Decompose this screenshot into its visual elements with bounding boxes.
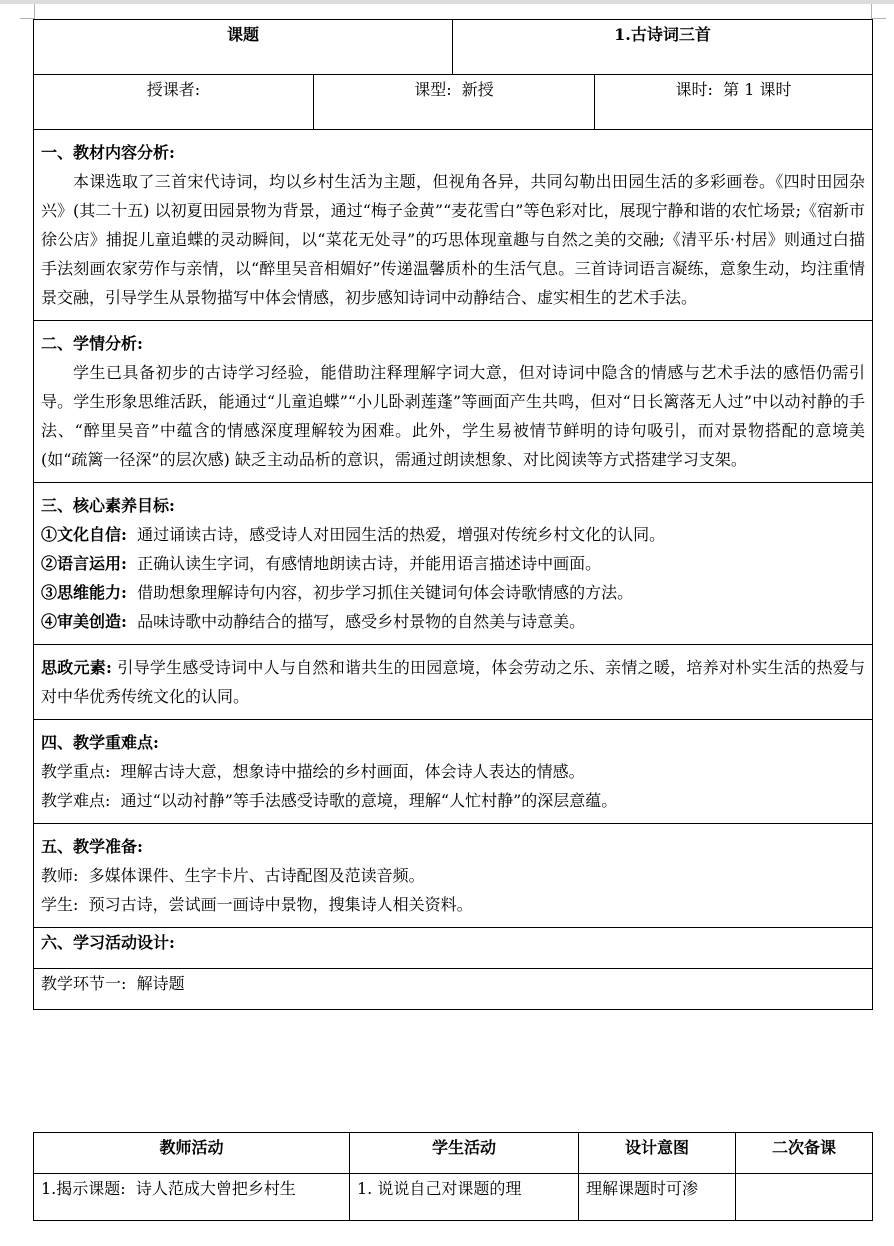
goal-label: ①文化自信: <box>41 525 127 544</box>
student-prep: 学生: 预习古诗，尝试画一画诗中景物，搜集诗人相关资料。 <box>41 895 473 914</box>
section-key-difficult <box>34 720 873 824</box>
key-point: 教学重点: 理解古诗大意，想象诗中描绘的乡村画面，体会诗人表达的情感。 <box>41 762 585 781</box>
title-label-cell <box>34 20 453 75</box>
teacher-label: 授课者: <box>146 80 201 99</box>
teacher-cell <box>34 75 314 130</box>
lesson-period: 课时: 第 1 课时 <box>675 80 792 99</box>
teaching-link-cell <box>34 969 873 1010</box>
header-second-prep: 二次备课 <box>736 1133 873 1174</box>
teacher-prep: 教师: 多媒体课件、生字卡片、古诗配图及范读音频。 <box>41 866 425 885</box>
section-learner-analysis <box>34 321 873 483</box>
cell-student-activity: 1. 说说自己对课题的理 <box>350 1174 579 1221</box>
section5-heading: 五、教学准备: <box>41 837 143 856</box>
teaching-link: 教学环节一: 解诗题 <box>41 974 185 993</box>
cell-design-intent: 理解课题时可渗 <box>579 1174 736 1221</box>
section2-text: 学生已具备初步的古诗学习经验，能借助注释理解字词大意，但对诗词中隐含的情感与艺术手法的感悟仍需引导。学生形象思维活跃，能通过“儿童追蝶”“小儿卧剥莲蓬”等画面产生共鸣，但对“日长篱落无人过”中以动衬静的手法、“醉里吴音”中蕴含的情感深度理解较为困难。此外，学生易被情节鲜明的诗句吸引，而对景物搭配的意境美 (如“疏篱一径深”的层次感) 缺乏主动品析的意识，需通过朗读想象、对比阅读等方式搭建学习支架。 <box>41 363 866 469</box>
section-preparation <box>34 824 873 928</box>
section-activity-design <box>34 928 873 969</box>
goal-item <box>41 578 865 607</box>
section3-heading: 三、核心素养目标: <box>41 496 175 515</box>
goal-label: ④审美创造: <box>41 612 127 631</box>
section1-text: 本课选取了三首宋代诗词，均以乡村生活为主题，但视角各异，共同勾勒出田园生活的多彩画卷。《四时田园杂兴》(其二十五) 以初夏田园景物为背景，通过“梅子金黄”“麦花雪白”等色彩对比，展现宁静和谐的农忙场景;《宿新市徐公店》捕捉儿童追蝶的灵动瞬间，以“菜花无处寻”的巧思体现童趣与自然之美的交融;《清平乐·村居》则通过白描手法刻画农家劳作与亲情，以“醉里吴音相媚好”传递温馨质朴的生活气息。三首诗词语言凝练，意象生动，均注重情景交融，引导学生从景物描写中体会情感，初步感知诗词中动静结合、虚实相生的艺术手法。 <box>41 172 866 307</box>
header-design-intent: 设计意图 <box>579 1133 736 1174</box>
window-top-bar <box>0 0 894 4</box>
title-label: 课题 <box>226 25 259 44</box>
goal-item <box>41 549 865 578</box>
header-student-activity: 学生活动 <box>350 1133 579 1174</box>
lesson-type: 课型: 新授 <box>414 80 494 99</box>
section4-heading: 四、教学重难点: <box>41 733 159 752</box>
section2-heading: 二、学情分析: <box>41 334 143 353</box>
ideology-text: 引导学生感受诗词中人与自然和谐共生的田园意境，体会劳动之乐、亲情之暖，培养对朴实生活的热爱与对中华优秀传统文化的认同。 <box>41 658 865 706</box>
activity-table <box>33 1132 873 1221</box>
goal-label: ③思维能力: <box>41 583 127 602</box>
header-teacher-activity: 教师活动 <box>34 1133 350 1174</box>
section6-heading: 六、学习活动设计: <box>41 933 175 952</box>
goal-item <box>41 520 865 549</box>
goal-text: 通过诵读古诗，感受诗人对田园生活的热爱，增强对传统乡村文化的认同。 <box>137 525 666 544</box>
section1-heading: 一、教材内容分析: <box>41 143 175 162</box>
goal-item <box>41 607 865 636</box>
cell-second-prep <box>736 1174 873 1221</box>
lesson-plan-table <box>33 19 873 1010</box>
lesson-type-cell <box>314 75 595 130</box>
difficult-point: 教学难点: 通过“以动衬静”等手法感受诗歌的意境，理解“人忙村静”的深层意蕴。 <box>41 791 618 810</box>
cell-teacher-activity: 1.揭示课题: 诗人范成大曾把乡村生 <box>34 1174 350 1221</box>
page-margin-mark-right <box>871 4 886 19</box>
ideology-label: 思政元素: <box>41 658 112 677</box>
goal-text: 正确认读生字词，有感情地朗读古诗，并能用语言描述诗中画面。 <box>137 554 602 573</box>
title-value: 1.古诗词三首 <box>614 25 711 44</box>
section-textbook-analysis <box>34 130 873 321</box>
goal-text: 品味诗歌中动静结合的描写，感受乡村景物的自然美与诗意美。 <box>137 612 586 631</box>
section-ideology <box>34 645 873 720</box>
page-margin-mark-left <box>20 4 35 19</box>
lesson-period-cell <box>595 75 873 130</box>
section-core-goals <box>34 483 873 645</box>
goal-label: ②语言运用: <box>41 554 127 573</box>
title-value-cell <box>453 20 873 75</box>
goal-text: 借助想象理解诗句内容，初步学习抓住关键词句体会诗歌情感的方法。 <box>137 583 634 602</box>
